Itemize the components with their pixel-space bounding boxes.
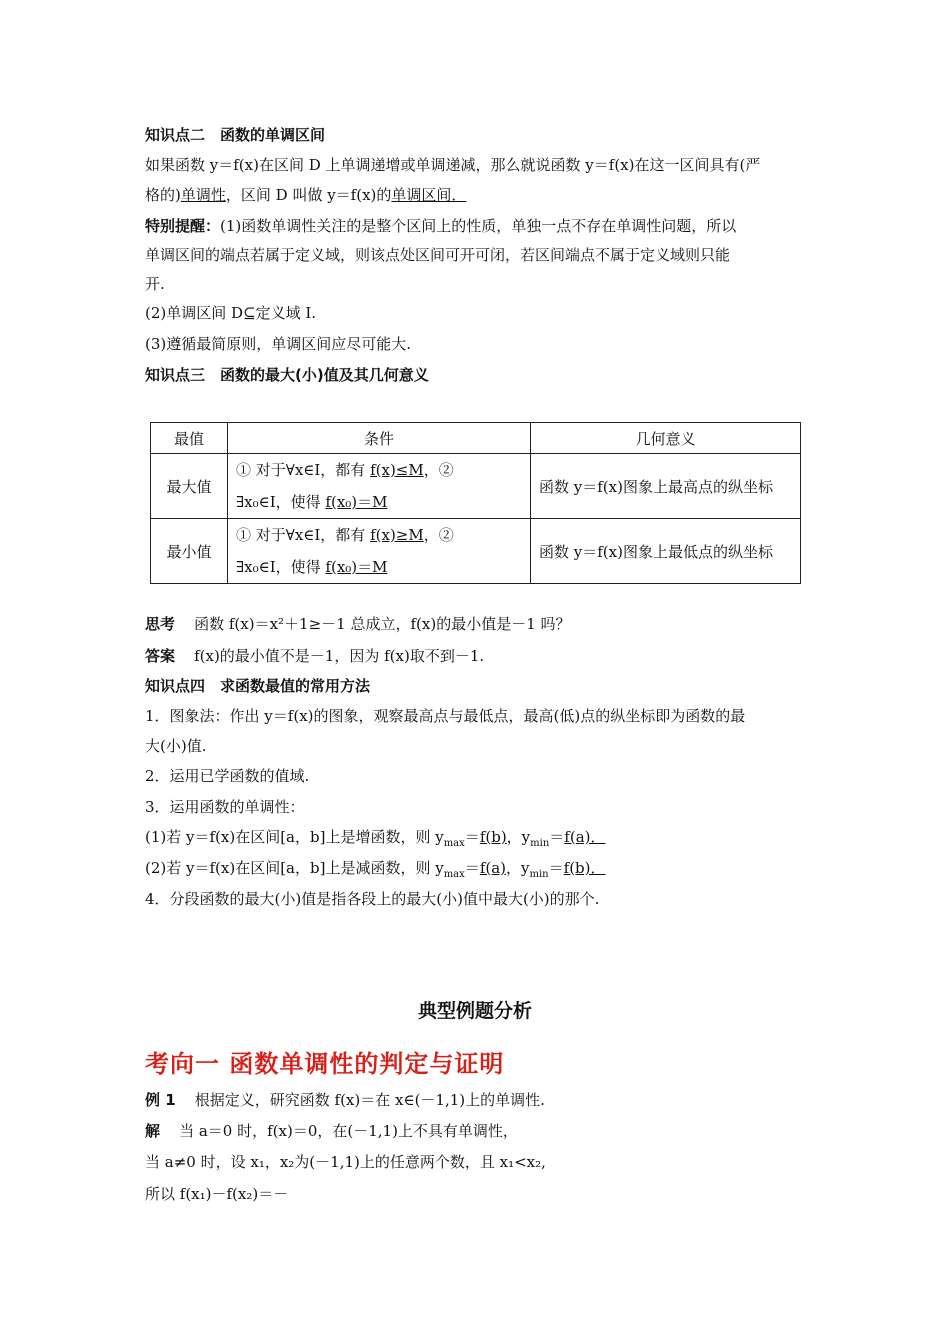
think-label: 思考 — [145, 615, 176, 633]
k4-title: 知识点四 求函数最值的常用方法 — [145, 677, 371, 695]
comma-y: ，y — [506, 828, 531, 846]
k4-method3: 3．运用函数的单调性： — [145, 798, 305, 816]
cond-blank: f(x)≤M — [370, 461, 424, 479]
k2-blank-interval: 单调区间． — [391, 186, 467, 204]
example1-line — [145, 1089, 545, 1111]
k2-title: 知识点二 函数的单调区间 — [145, 126, 326, 144]
k2-tip-line2: 单调区间的端点若属于定义域，则该点处区间可开可闭，若区间端点不属于定义域则只能 — [145, 246, 731, 264]
m3b-text: (2)若 y＝f(x)在区间[a，b]上是减函数，则 y — [145, 859, 444, 877]
table-header: 条件 — [228, 423, 531, 454]
cond-text: ① 对于∀x∈I，都有 — [236, 461, 371, 479]
answer-text: f(x)的最小值不是－1，因为 f(x)取不到－1. — [194, 647, 485, 665]
think-text: 函数 f(x)＝x²＋1≥－1 总成立，f(x)的最小值是－1 吗？ — [194, 615, 571, 633]
k4-method3-increasing — [145, 826, 606, 855]
cond-text: ∃x₀∈I，使得 — [236, 493, 326, 511]
k2-tip-line1 — [145, 215, 736, 237]
cond-text: ∃x₀∈I，使得 — [236, 558, 326, 576]
k2-blank-monotonic: 单调性 — [180, 186, 226, 204]
k2-def-text: 格的) — [145, 186, 181, 204]
table-cell-meaning: 函数 y＝f(x)图象上最高点的纵坐标 — [531, 454, 801, 519]
table-header-row — [151, 423, 801, 454]
k2-def-line1: 如果函数 y＝f(x)在区间 D 上单调递增或单调递减，那么就说函数 y＝f(x)在这一区间具有(严 — [145, 156, 761, 174]
sub-max: max — [443, 869, 465, 880]
k2-def-text: ，区间 D 叫做 y＝f(x)的 — [225, 186, 392, 204]
cond-blank: f(x₀)＝M — [325, 558, 388, 576]
think-line — [145, 613, 571, 635]
table-header: 最值 — [151, 423, 228, 454]
eq: ＝ — [464, 859, 480, 877]
answer-line — [145, 645, 484, 667]
example1-label: 例 1 — [145, 1091, 176, 1109]
table-cell-condition — [228, 519, 531, 584]
k2-def-line2 — [145, 184, 466, 206]
cond-blank: f(x₀)＝M — [325, 493, 388, 511]
m3b-min-blank: f(b)． — [563, 859, 606, 877]
answer-label: 答案 — [145, 647, 176, 665]
k4-method3-decreasing — [145, 857, 606, 886]
solution-line3: 所以 f(x₁)－f(x₂)＝－ — [145, 1185, 289, 1203]
k2-tip-2: (2)单调区间 D⊆定义域 I. — [145, 304, 317, 322]
cond-text: ，② — [423, 526, 454, 544]
table-cell-name: 最大值 — [151, 454, 228, 519]
table-row — [151, 519, 801, 584]
table-cell-name: 最小值 — [151, 519, 228, 584]
k4-method4: 4．分段函数的最大(小)值是指各段上的最大(小)值中最大(小)的那个. — [145, 890, 600, 908]
k4-method1-line1: 1．图象法：作出 y＝f(x)的图象，观察最高点与最低点，最高(低)点的纵坐标即为函数的最 — [145, 707, 746, 725]
m3a-max-blank: f(b) — [479, 828, 507, 846]
sub-min: min — [529, 869, 549, 880]
k2-tip-label: 特别提醒： — [145, 217, 221, 235]
solution-text: 当 a＝0 时，f(x)＝0，在(－1,1)上不具有单调性， — [179, 1122, 518, 1140]
extrema-table — [150, 422, 801, 584]
solution-line2: 当 a≠0 时，设 x₁，x₂为(－1,1)上的任意两个数，且 x₁<x₂, — [145, 1153, 546, 1171]
comma-y: ，y — [506, 859, 530, 877]
k2-tip-text: (1)函数单调性关注的是整个区间上的性质，单独一点不存在单调性问题，所以 — [220, 217, 737, 235]
eq: ＝ — [548, 859, 564, 877]
section-title: 典型例题分析 — [417, 1000, 532, 1022]
m3b-max-blank: f(a) — [479, 859, 507, 877]
table-row — [151, 454, 801, 519]
example1-text: 根据定义，研究函数 f(x)＝在 x∈(－1,1)上的单调性. — [194, 1091, 545, 1109]
cond-text: ① 对于∀x∈I，都有 — [236, 526, 371, 544]
eq: ＝ — [549, 828, 565, 846]
k4-method2: 2．运用已学函数的值域. — [145, 767, 310, 785]
table-cell-meaning: 函数 y＝f(x)图象上最低点的纵坐标 — [531, 519, 801, 584]
solution-label: 解 — [145, 1122, 161, 1140]
sub-max: max — [443, 838, 465, 849]
solution-line1 — [145, 1120, 518, 1142]
m3a-min-blank: f(a)． — [564, 828, 606, 846]
cond-blank: f(x)≥M — [370, 526, 424, 544]
k3-title: 知识点三 函数的最大(小)值及其几何意义 — [145, 366, 429, 384]
cond-text: ，② — [423, 461, 454, 479]
table-header: 几何意义 — [531, 423, 801, 454]
table-cell-condition — [228, 454, 531, 519]
m3a-text: (1)若 y＝f(x)在区间[a，b]上是增函数，则 y — [145, 828, 444, 846]
eq: ＝ — [464, 828, 480, 846]
k2-tip-line3: 开. — [145, 275, 165, 293]
topic-title: 考向一 函数单调性的判定与证明 — [145, 1050, 505, 1078]
k2-tip-3: (3)遵循最简原则，单调区间应尽可能大. — [145, 335, 412, 353]
k4-method1-line2: 大(小)值. — [145, 737, 207, 755]
sub-min: min — [530, 838, 550, 849]
